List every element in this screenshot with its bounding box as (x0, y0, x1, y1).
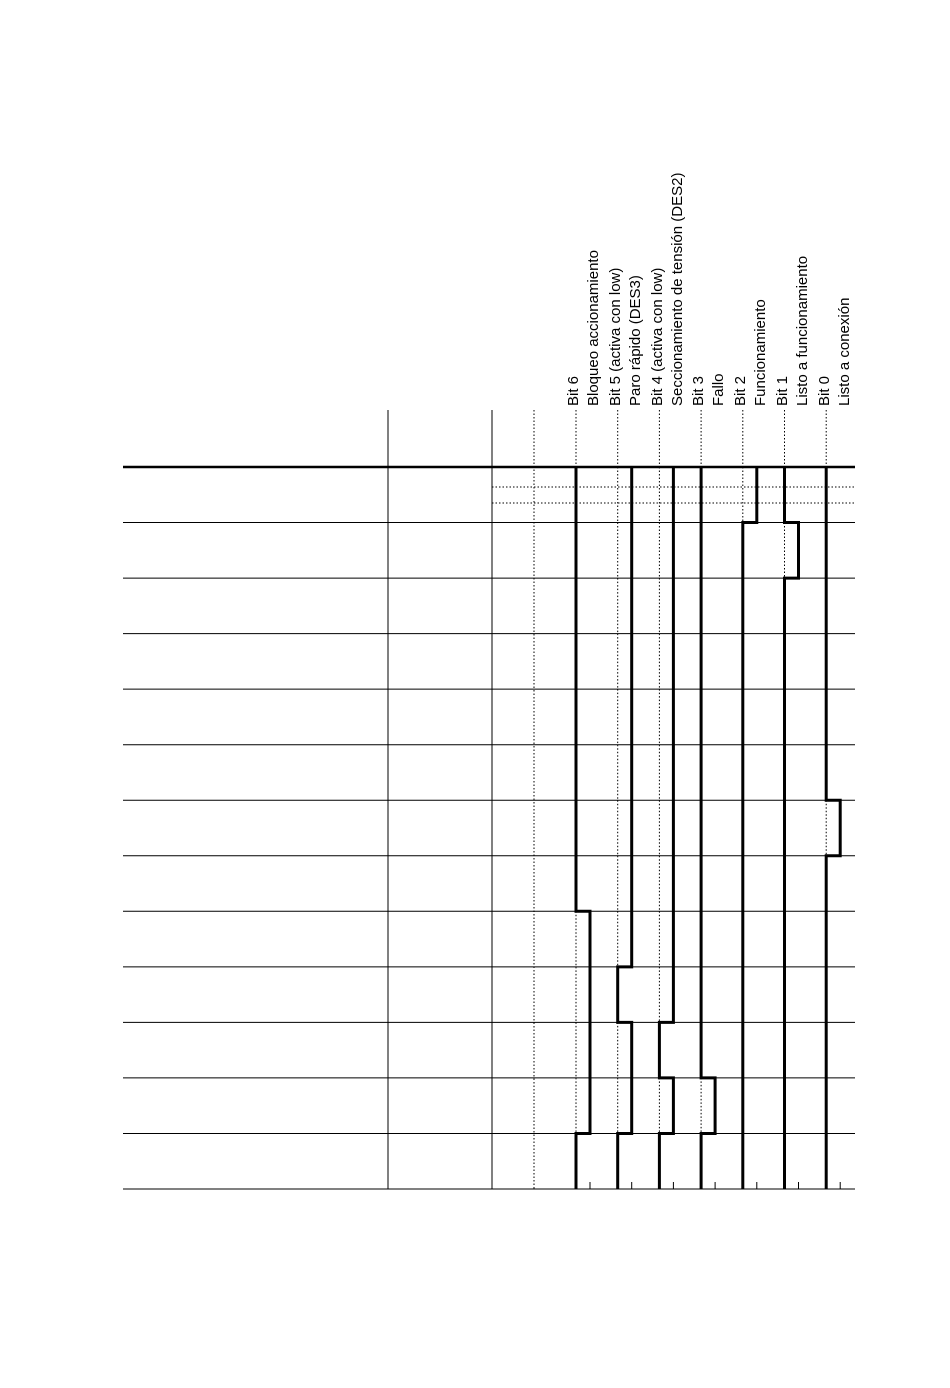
bit3-number-label: Bit 3 (690, 375, 707, 406)
bit6-name-label: Bloqueo accionamiento (585, 250, 602, 406)
bit0-signal (826, 467, 840, 1189)
bit4-trace (659, 467, 673, 1189)
bit6-trace (576, 467, 590, 1189)
bit5-name-label: Paro rápido (DES3) (627, 275, 644, 406)
bit2-signal (743, 467, 757, 1189)
bit3-name-label: Fallo (710, 373, 727, 406)
bit2-trace (743, 467, 757, 1189)
bit4-number-label: Bit 4 (activa con low) (649, 267, 666, 406)
bit4-name-label: Seccionamiento de tensión (DES2) (669, 172, 686, 406)
bit2-number-label: Bit 2 (732, 375, 749, 406)
bit5-trace (618, 467, 632, 1189)
bit4-signal (659, 467, 673, 1189)
table-frame (123, 410, 855, 1189)
bottom-tick-marks (590, 1182, 840, 1189)
bit1-number-label: Bit 1 (774, 375, 791, 406)
bit1-signal (785, 467, 799, 1189)
label-leader-lines (576, 410, 826, 467)
row-dividers (123, 523, 855, 1134)
bit5-number-label: Bit 5 (activa con low) (607, 267, 624, 406)
bit-labels (565, 173, 853, 406)
bit2-name-label: Funcionamiento (752, 299, 769, 406)
bit1-trace (785, 467, 799, 1189)
bit0-name-label: Listo a conexión (836, 297, 853, 406)
bit0-number-label: Bit 0 (816, 375, 833, 406)
bit6-signal (576, 467, 590, 1189)
bit3-trace (701, 467, 715, 1189)
bit1-name-label: Listo a funcionamiento (794, 255, 811, 406)
bit5-signal (618, 467, 632, 1189)
bit0-trace (826, 467, 840, 1189)
bit6-number-label: Bit 6 (565, 375, 582, 406)
bit3-signal (701, 467, 715, 1189)
signal-traces (576, 467, 840, 1189)
